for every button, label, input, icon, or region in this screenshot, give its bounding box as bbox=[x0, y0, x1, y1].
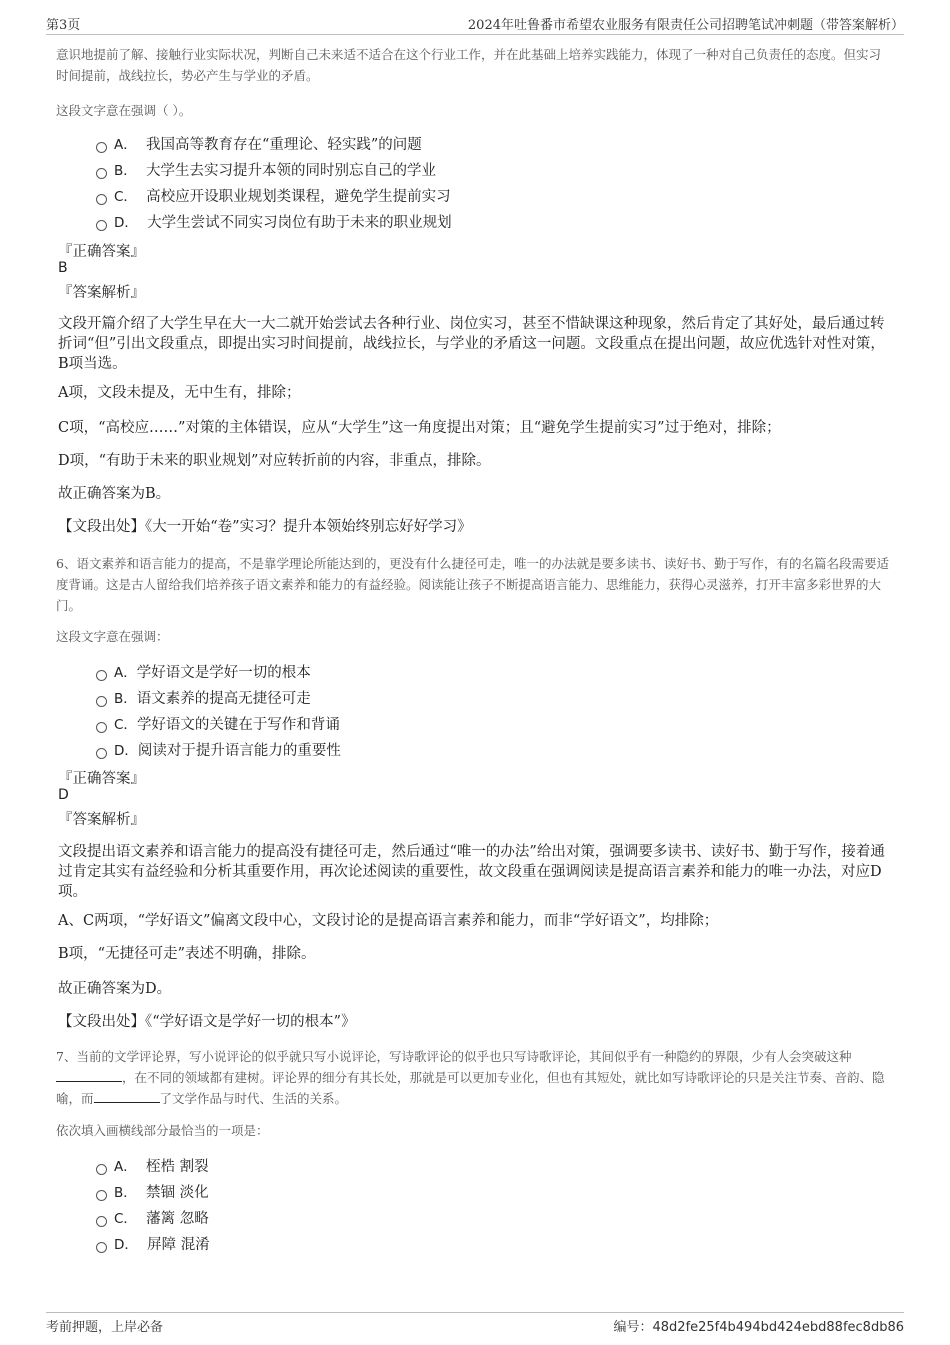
q5-analysis-4: D项，“有助于未来的职业规划”对应转折前的内容，非重点，排除。 bbox=[58, 453, 491, 469]
q5-analysis-5: 故正确答案为B。 bbox=[58, 486, 171, 502]
footer-slogan: 考前押题，上岸必备 bbox=[46, 1320, 164, 1335]
q6-option-d[interactable]: D．阅读对于提升语言能力的重要性 bbox=[96, 739, 341, 761]
document-code: 编号：48d2fe25f4b494bd424ebd88fec8db86 bbox=[613, 1320, 904, 1335]
q5-source: 【文段出处】《大一开始“卷”实习？提升本领始终别忘好好学习》 bbox=[58, 519, 472, 535]
page-footer bbox=[46, 1312, 904, 1335]
q5-option-d[interactable]: D． 大学生尝试不同实习岗位有助于未来的职业规划 bbox=[96, 211, 452, 233]
q7-prompt: 依次填入画横线部分最恰当的一项是： bbox=[56, 1123, 269, 1138]
fill-blank-1[interactable] bbox=[56, 1069, 122, 1082]
q7-option-b[interactable]: B． 禁锢 淡化 bbox=[96, 1181, 209, 1203]
radio-icon[interactable] bbox=[96, 1190, 107, 1201]
q5-answer: B bbox=[58, 260, 68, 276]
q6-analysis-4: 故正确答案为D。 bbox=[58, 981, 172, 997]
q5-analysis-2: A项，文段未提及，无中生有，排除； bbox=[58, 385, 301, 401]
q6-option-c[interactable]: C．学好语文的关键在于写作和背诵 bbox=[96, 713, 340, 735]
q6-analysis-1: 文段提出语文素养和语言能力的提高没有捷径可走，然后通过“唯一的办法”给出对策，强调要多读书、读好书、勤于写作，接着通过肯定其实有益经验和分析其重要作用，再次论述阅读的重要性，故文段重在强调阅读是提高语言素养和能力的唯一办法，对应D项。 bbox=[58, 844, 885, 900]
q7-stem: 7、当前的文学评论界，写小说评论的似乎就只写小说评论，写诗歌评论的似乎也只写诗歌评论，其间似乎有一种隐约的界限，少有人会突破这种，在不同的领域都有建树。评论界的细分有其长处，那就是可以更加专业化，但也有其短处，就比如写诗歌评论的只是关注节奏、音韵、隐喻，而 了文学作品与时代、生活的关系。 bbox=[56, 1049, 885, 1106]
q5-analysis-label: 『答案解析』 bbox=[58, 285, 145, 301]
q6-analysis-2: A、C两项，“学好语文”偏离文段中心，文段讨论的是提高语言素养和能力，而非“学好语文”，均排除； bbox=[58, 913, 719, 929]
radio-icon[interactable] bbox=[96, 168, 107, 179]
radio-icon[interactable] bbox=[96, 220, 107, 231]
q5-stem-tail: 意识地提前了解、接触行业实际状况，判断自己未来适不适合在这个行业工作，并在此基础上培养实践能力，体现了一种对自己负责任的态度。但实习时间提前，战线拉长，势必产生与学业的矛盾。 bbox=[56, 47, 882, 83]
page-number: 第3页 bbox=[46, 18, 81, 33]
q6-source: 【文段出处】《“学好语文是学好一切的根本”》 bbox=[58, 1014, 356, 1030]
radio-icon[interactable] bbox=[96, 142, 107, 153]
radio-icon[interactable] bbox=[96, 1216, 107, 1227]
q5-option-c[interactable]: C． 高校应开设职业规划类课程，避免学生提前实习 bbox=[96, 185, 451, 207]
radio-icon[interactable] bbox=[96, 1164, 107, 1175]
q7-option-d[interactable]: D． 屏障 混淆 bbox=[96, 1233, 210, 1255]
q6-stem: 6、语文素养和语言能力的提高，不是靠学理论所能达到的，更没有什么捷径可走，唯一的办法就是要多读书、读好书、勤于写作，有的名篇名段需要适度背诵。这是古人留给我们培养孩子语文素养和能力的有益经验。阅读能让孩子不断提高语言能力、思维能力，获得心灵滋养，打开丰富多彩世界的大门。 bbox=[56, 556, 889, 613]
q5-analysis-1: 文段开篇介绍了大学生早在大一大二就开始尝试去各种行业、岗位实习，甚至不惜缺课这种现象，然后肯定了其好处，最后通过转折词“但”引出文段重点，即提出实习时间提前，战线拉长，与学业的矛盾这一问题。文段重点在提出问题，故应优选针对性对策，B项当选。 bbox=[58, 316, 885, 372]
radio-icon[interactable] bbox=[96, 696, 107, 707]
q6-correct-label: 『正确答案』 bbox=[58, 771, 145, 787]
q6-option-b[interactable]: B．语文素养的提高无捷径可走 bbox=[96, 687, 311, 709]
fill-blank-2[interactable] bbox=[94, 1090, 160, 1103]
q5-analysis-3: C项，“高校应……”对策的主体错误，应从“大学生”这一角度提出对策；且“避免学生提前实习”过于绝对，排除； bbox=[58, 420, 781, 436]
q6-prompt: 这段文字意在强调： bbox=[56, 629, 169, 644]
q6-option-a[interactable]: A．学好语文是学好一切的根本 bbox=[96, 661, 311, 683]
q6-analysis-3: B项，“无捷径可走”表述不明确，排除。 bbox=[58, 946, 316, 962]
page-header bbox=[46, 14, 904, 35]
radio-icon[interactable] bbox=[96, 194, 107, 205]
radio-icon[interactable] bbox=[96, 748, 107, 759]
q5-correct-label: 『正确答案』 bbox=[58, 244, 145, 260]
document-title: 2024年吐鲁番市希望农业服务有限责任公司招聘笔试冲刺题（带答案解析） bbox=[467, 18, 904, 33]
q6-analysis-label: 『答案解析』 bbox=[58, 812, 145, 828]
q5-option-a[interactable]: A． 我国高等教育存在“重理论、轻实践”的问题 bbox=[96, 133, 422, 155]
radio-icon[interactable] bbox=[96, 1242, 107, 1253]
radio-icon[interactable] bbox=[96, 670, 107, 681]
q6-answer: D bbox=[58, 787, 69, 803]
radio-icon[interactable] bbox=[96, 722, 107, 733]
q5-option-b[interactable]: B． 大学生去实习提升本领的同时别忘自己的学业 bbox=[96, 159, 436, 181]
q7-option-c[interactable]: C． 藩篱 忽略 bbox=[96, 1207, 209, 1229]
q7-option-a[interactable]: A． 桎梏 割裂 bbox=[96, 1155, 209, 1177]
q5-prompt: 这段文字意在强调（ ）。 bbox=[56, 103, 192, 118]
